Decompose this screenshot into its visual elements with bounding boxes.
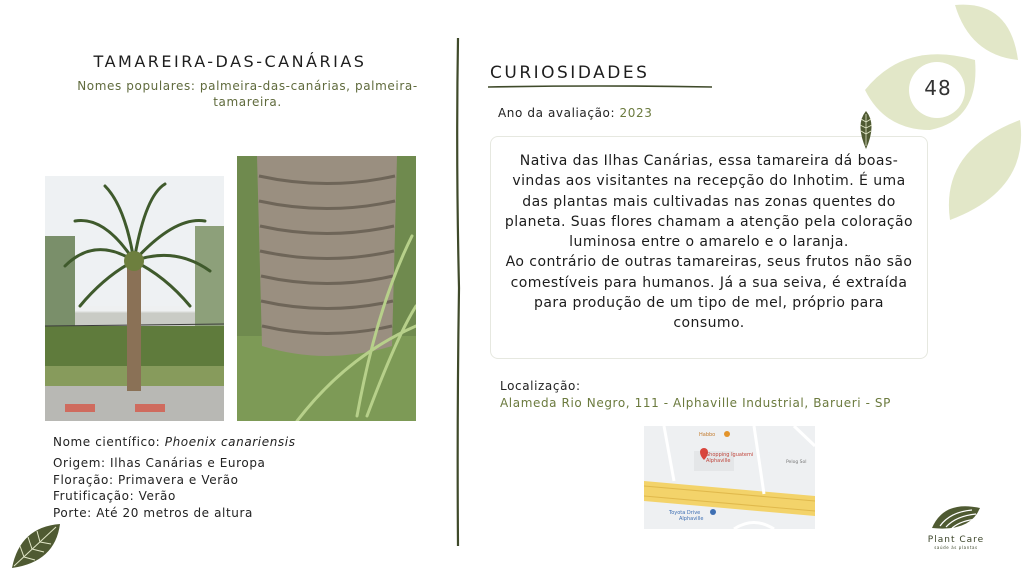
map-label-toyota-2: Alphaville — [679, 516, 704, 522]
map-poi-icon — [724, 431, 730, 437]
leaf-icon-bottom — [10, 522, 62, 572]
flowering-fact: Floração: Primavera e Verão — [53, 472, 239, 487]
evaluation-year-label: Ano da avaliação: — [498, 106, 616, 120]
page-number: 48 — [924, 76, 952, 100]
map-label-shopping-2: Alphaville — [706, 458, 731, 464]
decorative-leaves — [860, 0, 1024, 230]
leaf-icon — [855, 110, 877, 150]
column-divider — [453, 38, 463, 546]
scientific-name-line — [53, 435, 296, 449]
curiosities-title: CURIOSIDADES — [490, 63, 650, 83]
scientific-name: Phoenix canariensis — [164, 435, 296, 449]
title-underline — [488, 84, 712, 90]
map-label-shopping: Shopping Iguatemi — [706, 452, 754, 458]
popular-names: Nomes populares: palmeira-das-canárias, palmeira-tamareira. — [77, 79, 418, 109]
fruiting-fact: Frutificação: Verão — [53, 489, 176, 503]
map-label-habbo: Habbo — [699, 432, 716, 438]
location-address[interactable]: Alameda Rio Negro, 111 - Alphaville Industrial, Barueri - SP — [500, 396, 891, 410]
map-label-toyota: Toyota Drive — [669, 510, 701, 516]
evaluation-year-value: 2023 — [619, 106, 653, 120]
location-label: Localização: — [500, 379, 581, 393]
curiosities-paragraph-2: Ao contrário de outras tamareiras, seus frutos não são comestíveis para humanos. Já a sua seiva, é extraída para produção de um tipo de mel, próprio para consumo. — [505, 254, 913, 332]
map-car-icon — [710, 509, 716, 515]
size-fact: Porte: Até 20 metros de altura — [53, 505, 253, 520]
map-label-pelog: Pelog Sol — [786, 460, 807, 465]
location-map[interactable] — [644, 426, 815, 529]
evaluation-year — [498, 106, 653, 120]
scientific-name-label: Nome científico: — [53, 435, 161, 449]
origin-fact: Origem: Ilhas Canárias e Europa — [53, 456, 266, 470]
plant-facts — [53, 455, 266, 521]
brand-name: Plant Care — [927, 535, 985, 545]
palm-trunk-photo — [237, 156, 416, 421]
palm-tree-photo — [45, 176, 224, 421]
curiosities-paragraph-1: Nativa das Ilhas Canárias, essa tamareira dá boas-vindas aos visitantes na recepção do Inhotim. É uma das plantas mais cultivadas nas zonas quentes do planeta. Suas flores chamam a atenção pela coloração luminosa entre o amarelo e o laranja. — [504, 153, 914, 251]
species-title: TAMAREIRA-DAS-CANÁRIAS — [93, 52, 367, 71]
brand-tagline: saúde às plantas — [934, 545, 978, 550]
